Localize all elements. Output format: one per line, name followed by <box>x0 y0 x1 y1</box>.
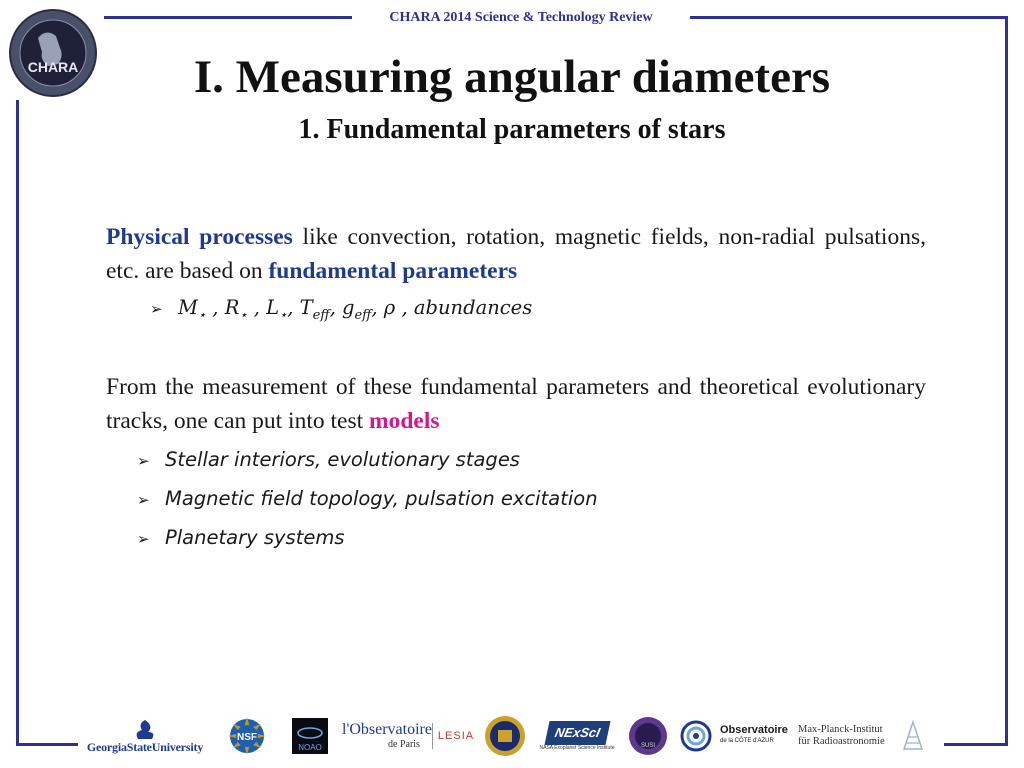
param-geff-sub: eff <box>354 307 372 323</box>
noao-logo <box>290 712 330 760</box>
header-event-title: CHARA 2014 Science & Technology Review <box>389 10 653 25</box>
mpi-logo <box>798 712 888 760</box>
arrow-bullet-icon: ➢ <box>137 452 150 470</box>
param-mass: M <box>178 296 198 319</box>
star-symbol: ⋆ <box>197 307 207 323</box>
susi-logo-text: SUSI <box>640 743 656 749</box>
bullet-model-item <box>137 448 520 471</box>
param-luminosity: L <box>266 296 280 319</box>
lesia-logo <box>428 712 478 760</box>
nexsci-tagline: NASA Exoplanet Science Institute <box>539 745 615 751</box>
frame-left-line <box>16 100 19 746</box>
telescope-logo <box>898 712 928 760</box>
gsu-flame-icon <box>130 718 160 740</box>
frame-bottom-left-line <box>16 743 78 746</box>
param-teff: T <box>299 296 313 319</box>
highlight-fundamental-parameters: fundamental parameters <box>268 258 518 284</box>
oca-logo-subtext: de la CÔTE d'AZUR <box>720 738 774 744</box>
param-abundances: abundances <box>413 296 533 319</box>
param-density: ρ <box>383 296 396 319</box>
partner-logos-row <box>80 712 944 760</box>
obs-paris-subtext: de Paris <box>388 739 420 750</box>
swirl-logo <box>678 712 714 760</box>
frame-top-right-line <box>690 16 1008 19</box>
bullet-text: Stellar interiors, evolutionary stages <box>165 448 520 471</box>
obs-paris-text: l'Observatoire <box>342 721 432 738</box>
lesia-logo-text: LESIA <box>437 730 475 742</box>
susi-logo <box>626 712 670 760</box>
frame-top-left-line <box>104 16 352 19</box>
mpi-logo-subtext: für Radioastronomie <box>798 736 885 747</box>
paragraph-1-body: like convection, rotation, magnetic fields, non-radial pulsations, etc. are based on <box>106 224 926 284</box>
star-symbol: ⋆ <box>239 307 248 323</box>
bullet-text: Magnetic field topology, pulsation excitation <box>165 487 598 510</box>
paragraph-physical-processes <box>106 220 926 288</box>
bullet-model-item <box>137 487 598 510</box>
highlight-physical-processes: Physical processes <box>106 224 293 250</box>
slide-subtitle: 1. Fundamental parameters of stars <box>298 114 726 145</box>
chara-logo-text: CHARA <box>27 59 79 75</box>
nexsci-badge <box>544 721 610 745</box>
gsu-logo-text: GeorgiaStateUniversity <box>86 739 204 754</box>
oca-logo-text: Observatoire <box>720 724 788 736</box>
oca-logo <box>720 712 794 760</box>
paragraph-measurement <box>106 370 926 438</box>
param-geff: g <box>341 296 355 319</box>
gsu-logo <box>86 712 204 760</box>
star-symbol: ⋆ <box>279 307 288 323</box>
slide-title: I. Measuring angular diameters <box>193 51 831 103</box>
frame-bottom-right-line <box>944 743 1008 746</box>
noao-logo-text: NOAO <box>298 743 322 752</box>
param-teff-sub: eff <box>312 307 330 323</box>
lesia-divider <box>432 723 433 749</box>
obs-paris-logo <box>342 712 432 760</box>
nsf-logo-text: NSF <box>237 732 257 743</box>
paragraph-2-body: From the measurement of these fundamental parameters and theoretical evolutionary tracks, one can put into test <box>106 374 926 434</box>
arrow-bullet-icon: ➢ <box>150 300 163 318</box>
bullet-text: Planetary systems <box>165 526 345 549</box>
nsf-logo <box>226 712 268 760</box>
seal-logo <box>482 712 528 760</box>
bullet-model-item <box>137 526 345 549</box>
highlight-models: models <box>369 408 440 434</box>
arrow-bullet-icon: ➢ <box>137 530 150 548</box>
nexsci-logo-text: NExScI <box>553 725 602 740</box>
nexsci-logo <box>538 712 616 760</box>
param-radius: R <box>224 296 240 319</box>
mpi-logo-text: Max-Planck-Institut <box>798 724 883 735</box>
bullet-parameters: ➢ $M_⋆$ , $R_⋆$ , $L_⋆$, $T_{eff}$, $g_{eff}$, ρ , abundances <box>150 296 533 323</box>
arrow-bullet-icon: ➢ <box>137 491 150 509</box>
